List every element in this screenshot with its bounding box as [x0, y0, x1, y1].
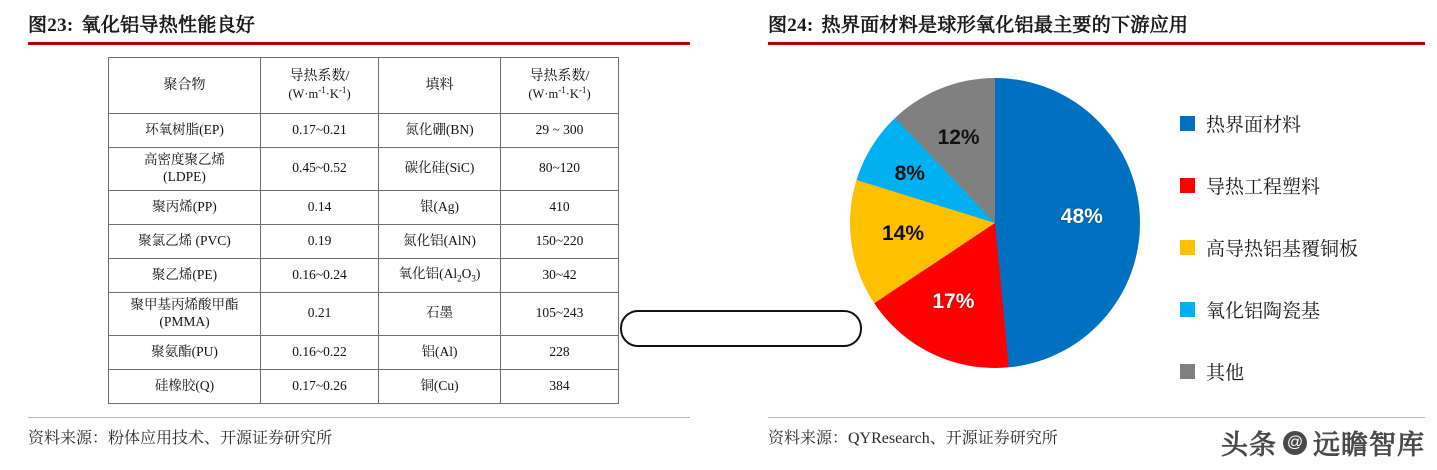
right-source-rule: [768, 417, 1425, 418]
legend-item: [1180, 340, 1420, 402]
watermark-logo: 头条: [1221, 430, 1277, 460]
cell-polymer-k: 0.19: [261, 224, 379, 258]
col-header-polymer-unit: $(W\cdot m^{-1}\cdot K^{-1})$: [288, 85, 351, 102]
cell-filler: 铜(Cu): [379, 369, 501, 403]
cell-polymer-k: 0.16~0.22: [261, 335, 379, 369]
watermark: [1221, 423, 1425, 462]
cell-polymer-k: 0.17~0.21: [261, 114, 379, 148]
legend-label: 导热工程塑料: [1206, 176, 1321, 198]
cell-filler-k: 384: [501, 369, 619, 403]
cell-filler-k: 150~220: [501, 224, 619, 258]
legend-item: [1180, 92, 1420, 154]
left-title-rule: [28, 42, 690, 45]
cell-filler-k: 30~42: [501, 258, 619, 292]
right-source-note: 资料来源：QYResearch、开源证券研究所: [768, 430, 1058, 447]
right-figure-title: 热界面材料是球形氧化铝最主要的下游应用: [821, 15, 1189, 36]
col-header-filler: 填料: [379, 58, 501, 114]
right-figure-number: 图24:: [768, 15, 814, 36]
right-figure-heading: [740, 0, 1437, 45]
table-head: [109, 58, 619, 114]
cell-polymer: 硅橡胶(Q): [109, 369, 261, 403]
right-figure-panel: [740, 0, 1437, 470]
cell-filler: 碳化硅(SiC): [379, 148, 501, 191]
thermal-conductivity-table: [108, 57, 619, 404]
cell-polymer-k: 0.16~0.24: [261, 258, 379, 292]
cell-polymer: 聚氨酯(PU): [109, 335, 261, 369]
cell-filler-alumina: 氧化铝$(Al_2O_3)$: [379, 258, 501, 292]
cell-polymer: 聚氯乙烯 (PVC): [109, 224, 261, 258]
table-row: [109, 292, 619, 335]
cell-filler: 银(Ag): [379, 190, 501, 224]
cell-polymer: 环氧树脂(EP): [109, 114, 261, 148]
col-header-filler-unit: $(W\cdot m^{-1}\cdot K^{-1})$: [528, 85, 591, 102]
right-title-rule: [768, 42, 1425, 45]
pie-value-label-2: 14%: [882, 221, 925, 245]
left-figure-heading: [0, 0, 718, 45]
legend-swatch-icon: [1180, 240, 1195, 255]
left-source-rule: [28, 417, 690, 418]
table-header-row: [109, 58, 619, 114]
cell-polymer-k: 0.45~0.52: [261, 148, 379, 191]
legend-swatch-icon: [1180, 116, 1195, 131]
left-figure-panel: [0, 0, 718, 470]
table-row: [109, 369, 619, 403]
cell-filler: 铝(Al): [379, 335, 501, 369]
left-figure-title: 氧化铝导热性能良好: [81, 15, 256, 36]
pie-value-label-4: 12%: [937, 125, 980, 149]
pie-value-label-0: 48%: [1060, 204, 1103, 228]
col-header-polymer-k: 导热系数/ $(W\cdot m^{-1}\cdot K^{-1})$: [261, 58, 379, 114]
cell-filler: 氮化铝(AlN): [379, 224, 501, 258]
table: [108, 57, 619, 404]
cell-polymer: 聚乙烯(PE): [109, 258, 261, 292]
legend-swatch-icon: [1180, 302, 1195, 317]
cell-filler-k: 105~243: [501, 292, 619, 335]
cell-filler-k: 228: [501, 335, 619, 369]
cell-filler-k: 410: [501, 190, 619, 224]
legend-label: 热界面材料: [1206, 114, 1302, 136]
cell-filler-k: 80~120: [501, 148, 619, 191]
at-icon: @: [1283, 431, 1307, 455]
table-row: [109, 114, 619, 148]
pie-legend: [1180, 92, 1420, 402]
cell-filler: 氮化硼(BN): [379, 114, 501, 148]
table-body: [109, 114, 619, 404]
cell-polymer-k: 0.17~0.26: [261, 369, 379, 403]
legend-label: 高导热铝基覆铜板: [1206, 238, 1359, 260]
table-row: [109, 335, 619, 369]
cell-polymer: 聚丙烯(PP): [109, 190, 261, 224]
legend-item: [1180, 216, 1420, 278]
cell-polymer: 高密度聚乙烯 (LDPE): [109, 148, 261, 191]
table-row: [109, 190, 619, 224]
legend-item: [1180, 154, 1420, 216]
col-header-polymer: 聚合物: [109, 58, 261, 114]
cell-polymer-k: 0.14: [261, 190, 379, 224]
cell-filler: 石墨: [379, 292, 501, 335]
pie-value-label-3: 8%: [894, 161, 925, 185]
pie-value-label-1: 17%: [932, 290, 975, 314]
legend-swatch-icon: [1180, 178, 1195, 193]
cell-polymer-k: 0.21: [261, 292, 379, 335]
cell-polymer: 聚甲基丙烯酸甲酯 (PMMA): [109, 292, 261, 335]
legend-item: [1180, 278, 1420, 340]
table-row: [109, 148, 619, 191]
col-header-filler-k: 导热系数/ $(W\cdot m^{-1}\cdot K^{-1})$: [501, 58, 619, 114]
table-row: [109, 224, 619, 258]
left-source-note: 资料来源：粉体应用技术、开源证券研究所: [28, 430, 333, 447]
watermark-text: 远瞻智库: [1313, 430, 1425, 460]
legend-label: 氧化铝陶瓷基: [1206, 300, 1321, 322]
legend-swatch-icon: [1180, 364, 1195, 379]
legend-label: 其他: [1206, 362, 1245, 384]
table-row-highlighted: [109, 258, 619, 292]
cell-filler-k: 29 ~ 300: [501, 114, 619, 148]
pie-chart: [850, 78, 1150, 378]
left-figure-number: 图23:: [28, 15, 74, 36]
